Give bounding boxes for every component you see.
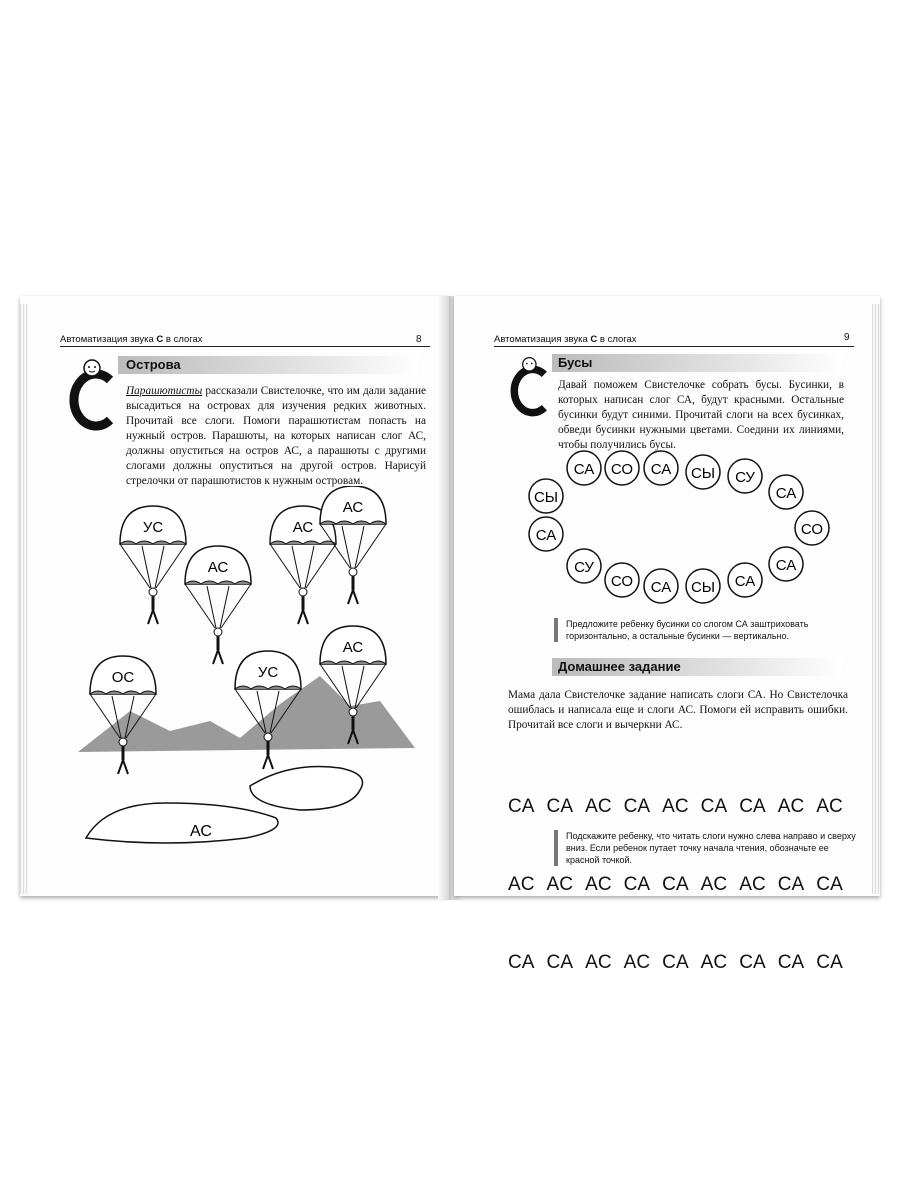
bead	[769, 475, 803, 509]
bead-label: СА	[535, 527, 557, 544]
parachute-label: АС	[207, 559, 229, 576]
bead	[769, 547, 803, 581]
parachute	[185, 546, 251, 664]
bead-label: СА	[734, 573, 756, 590]
bead	[605, 563, 639, 597]
bead-label: СУ	[574, 559, 594, 576]
bead-label: СО	[800, 521, 824, 538]
right-page	[454, 296, 880, 973]
bead	[605, 451, 639, 485]
bead	[728, 459, 762, 493]
parent-note: Предложите ребенку бусинки со слогом СА заштриховать горизонтально, а остальные бусинки — вертикально.	[554, 618, 856, 642]
bead	[644, 569, 678, 603]
island-label: АС	[190, 823, 212, 840]
syllable-grid	[508, 742, 843, 1028]
page-title: Бусы	[558, 355, 593, 370]
parent-note: Подскажите ребенку, что читать слоги нужно слева направо и сверху вниз. Если ребенок путает точку начала чтения, обозначьте ее красной точкой.	[554, 830, 856, 866]
bead-label: СО	[610, 461, 634, 478]
bead-label: СО	[610, 573, 634, 590]
bead	[567, 451, 601, 485]
homework-title: Домашнее задание	[558, 659, 681, 674]
syllable-row: АС АС АС СА СА АС АС СА СА	[508, 874, 844, 895]
bead	[529, 517, 563, 551]
title-bar	[552, 354, 842, 372]
bead-label: СЫ	[690, 579, 716, 596]
parachute	[320, 486, 386, 604]
running-head: Автоматизация звука С в слогах	[494, 334, 854, 347]
bead	[567, 549, 601, 583]
parachute-label: АС	[342, 639, 364, 656]
bead-label: СЫ	[690, 465, 716, 482]
parachutes-illustration	[70, 486, 430, 856]
bead-label: СА	[650, 461, 672, 478]
syllable-row: СА СА АС АС СА АС СА СА СА	[508, 952, 844, 973]
parachute-label: УС	[142, 519, 164, 536]
parachute-label: АС	[292, 519, 314, 536]
running-head: Автоматизация звука С в слогах	[60, 334, 430, 347]
bead-label: СА	[573, 461, 595, 478]
bead-label: СУ	[735, 469, 755, 486]
bead	[795, 511, 829, 545]
bead-label: СЫ	[533, 489, 559, 506]
page-number: 9	[844, 332, 850, 343]
open-book	[14, 296, 886, 973]
bead	[686, 455, 720, 489]
parachute	[90, 656, 156, 774]
bead	[728, 563, 762, 597]
task-text: Парашютисты рассказали Свистелочке, что им дали задание высадиться на островах для изучения редких животных. Прочитай все слоги. Помоги парашютистам попасть на нужный остров. Парашюты, на которых написан слог АС, должны опуститься на остров АС, а парашюты с другими слогами должны опуститься на другой остров. Нарисуй стрелочки от парашютистов к нужным островам.	[126, 385, 427, 487]
mascot-icon	[506, 351, 556, 421]
page-number: 8	[416, 334, 422, 345]
left-page	[20, 296, 448, 896]
bead	[686, 569, 720, 603]
beads-illustration	[516, 446, 836, 611]
mascot-icon	[64, 354, 124, 434]
page-title: Острова	[126, 357, 181, 372]
syllable-row: СА СА АС СА АС СА СА АС АС	[508, 796, 844, 817]
bead-label: СА	[775, 557, 797, 574]
parachute-label: ОС	[111, 669, 135, 686]
bead	[644, 451, 678, 485]
parachute-label: АС	[342, 499, 364, 516]
bead-label: СА	[650, 579, 672, 596]
bead	[529, 479, 563, 513]
task-text: Давай поможем Свистелочке собрать бусы. Бусинки, в которых написан слог СА, будут красными. Остальные бусинки будут синими. Прочитай слоги на всех бусинках, обведи бусинки нужными цветами. Соедини их линиями, чтобы получились бусы.	[558, 379, 844, 451]
bead-label: СА	[775, 485, 797, 502]
parachute	[120, 506, 186, 624]
homework-text: Мама дала Свистелочке задание написать слоги СА. Но Свистелочка ошиблась и написала еще и слоги АС. Помоги ей исправить ошибки. Прочитай все слоги и вычеркни АС.	[508, 689, 848, 731]
parachute-label: УС	[257, 664, 279, 681]
